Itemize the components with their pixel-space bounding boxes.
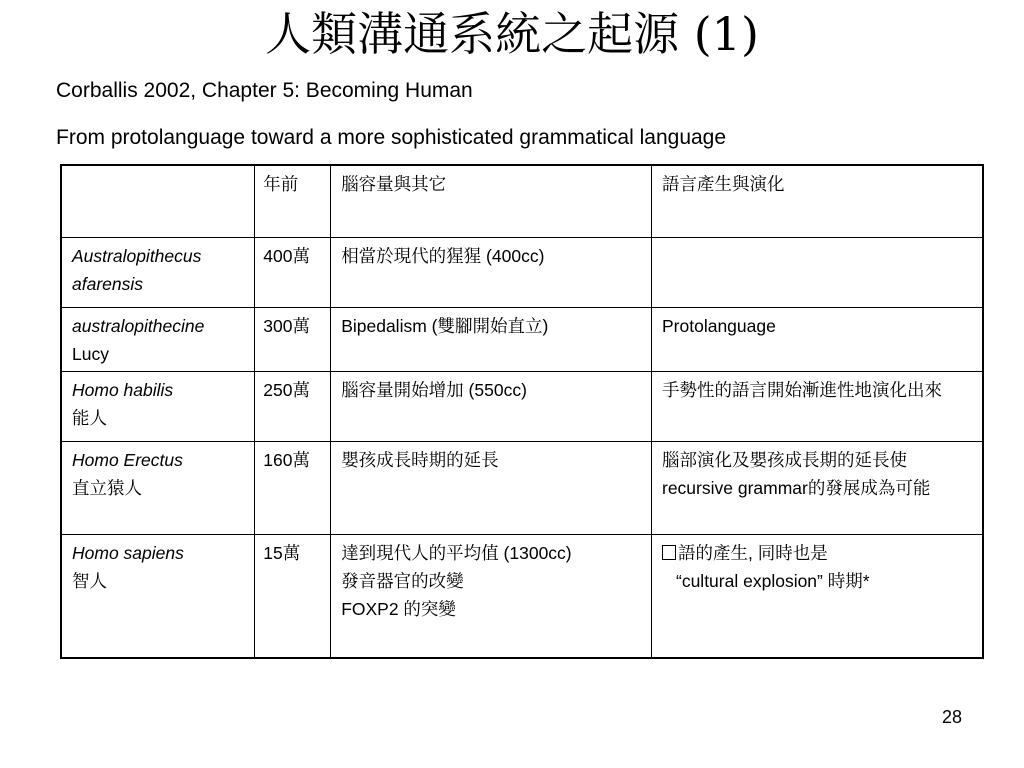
language-cell: [652, 441, 984, 534]
header-brain-capacity: 腦容量與其它: [331, 165, 652, 237]
table-row: [61, 534, 983, 658]
brain-cell: [331, 237, 652, 307]
language-line: 腦部演化及嬰孩成長期的延長使recursive grammar的發展成為可能: [662, 449, 931, 498]
language-line: Protolanguage: [662, 315, 776, 336]
species-cell: [61, 441, 255, 534]
evolution-table: [60, 164, 984, 659]
page-number: 28: [941, 707, 962, 727]
years-cell: 160萬: [255, 441, 331, 534]
species-common-name: 智人: [72, 570, 107, 591]
language-line: 手勢性的語言開始漸進性地演化出來: [662, 379, 942, 400]
brain-line: 相當於現代的猩猩 (400cc): [341, 245, 545, 266]
species-name: australopithecine: [72, 315, 205, 336]
header-years-ago: 年前: [255, 165, 331, 237]
table-header-row: [61, 165, 983, 237]
years-cell: 250萬: [255, 371, 331, 441]
language-line-text: 語的產生, 同時也是: [678, 542, 828, 563]
species-cell: [61, 371, 255, 441]
brain-cell: [331, 441, 652, 534]
brain-line: 嬰孩成長時期的延長: [341, 449, 499, 470]
language-cell: [652, 534, 984, 658]
language-line: “cultural explosion” 時期*: [676, 570, 870, 591]
table-row: [61, 237, 983, 307]
language-cell: [652, 307, 984, 371]
brain-line: FOXP2 的突變: [341, 598, 456, 619]
brain-line: 腦容量開始增加 (550cc): [341, 379, 527, 400]
header-species: [61, 165, 255, 237]
table-row: [61, 441, 983, 534]
missing-glyph-box-icon: [662, 545, 676, 560]
slide-subtitle: From protolanguage toward a more sophisticated grammatical language: [56, 126, 727, 149]
table-row: [61, 371, 983, 441]
language-cell: [652, 237, 984, 307]
slide-title: 人類溝通系統之起源 (1): [265, 7, 759, 61]
species-name: Homo sapiens: [72, 542, 184, 563]
species-common-name: Lucy: [72, 343, 109, 364]
species-common-name: 直立猿人: [72, 477, 142, 498]
years-cell: 400萬: [255, 237, 331, 307]
brain-cell: [331, 371, 652, 441]
species-name: Homo habilis: [72, 379, 174, 400]
brain-line: 發音器官的改變: [341, 570, 464, 591]
brain-cell: [331, 534, 652, 658]
source-citation: Corballis 2002, Chapter 5: Becoming Human: [56, 79, 473, 102]
species-common-name: 能人: [72, 407, 107, 428]
years-cell: 15萬: [255, 534, 331, 658]
species-name: Australopithecus afarensis: [72, 245, 202, 294]
header-language-evolution: 語言產生與演化: [652, 165, 984, 237]
brain-line: Bipedalism (雙腳開始直立): [341, 315, 549, 336]
table-row: [61, 307, 983, 371]
species-cell: [61, 237, 255, 307]
language-cell: [652, 371, 984, 441]
language-line: [662, 539, 972, 567]
years-cell: 300萬: [255, 307, 331, 371]
brain-cell: [331, 307, 652, 371]
brain-line: 達到現代人的平均值 (1300cc): [341, 542, 572, 563]
species-cell: [61, 307, 255, 371]
species-name: Homo Erectus: [72, 449, 183, 470]
species-cell: [61, 534, 255, 658]
